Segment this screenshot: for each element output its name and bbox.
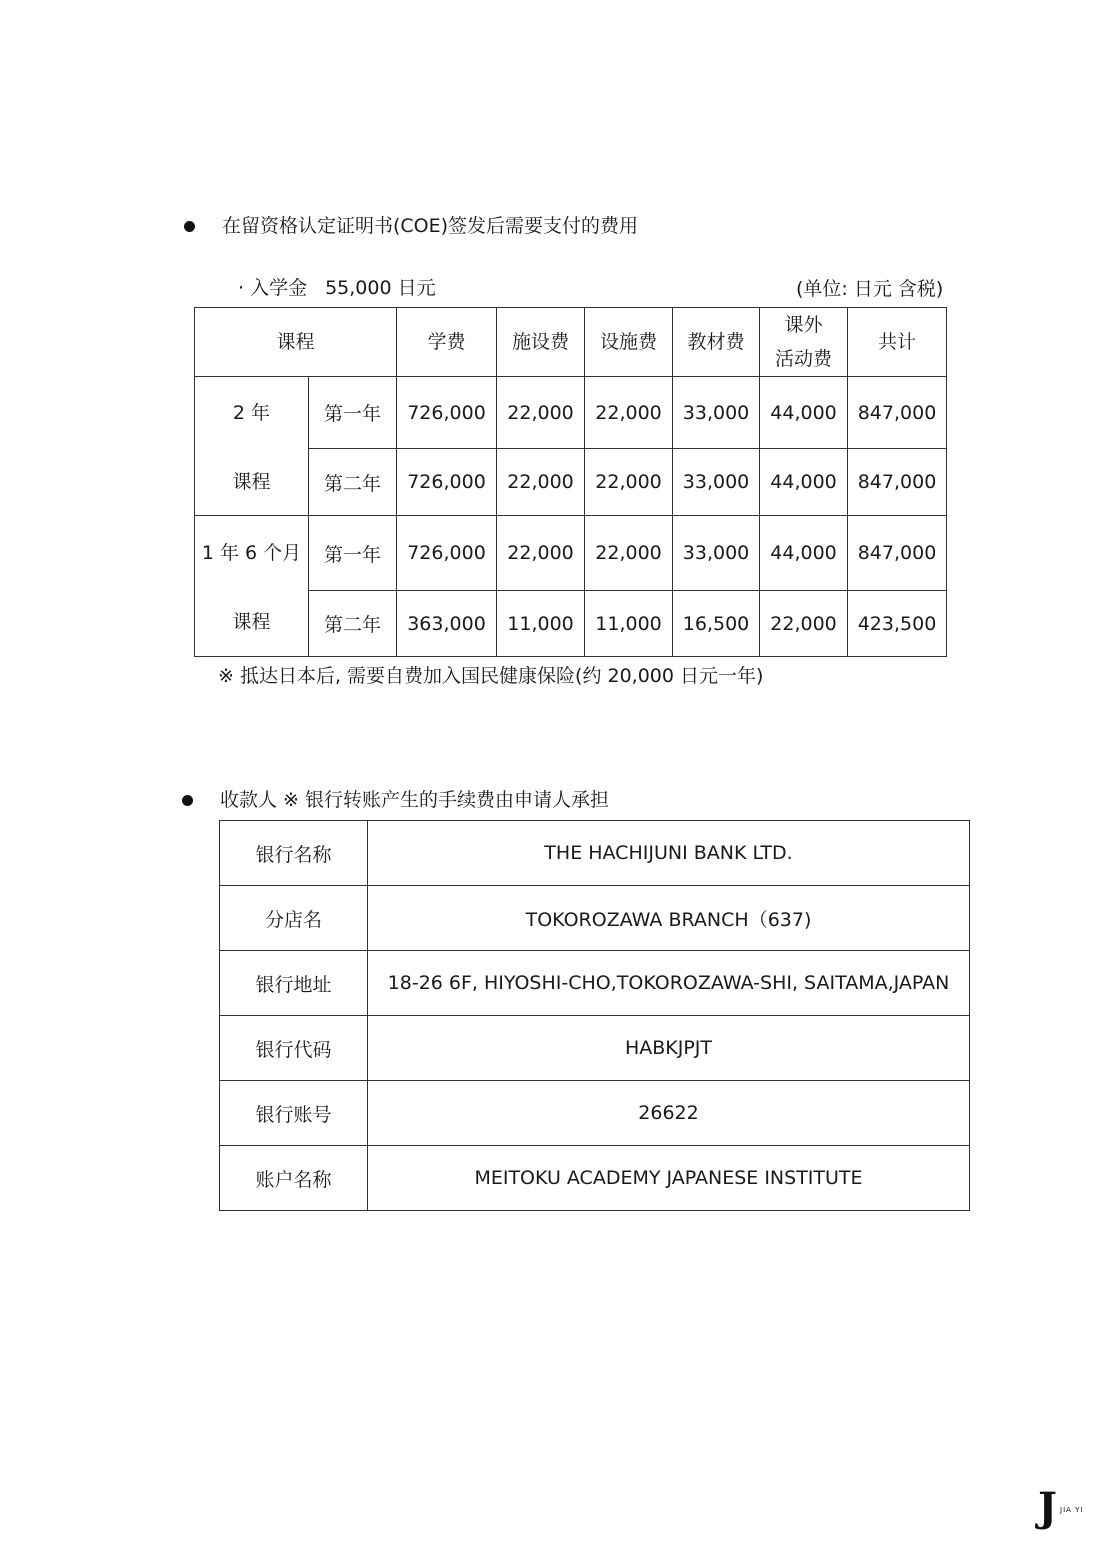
total-cell: 423,500 [848,591,947,657]
bank-code-key: 银行代码 [220,1016,368,1081]
bank-name-key: 银行名称 [220,821,368,886]
materials-cell: 33,000 [673,449,760,516]
logo-mark: J [1038,1484,1057,1531]
tuition-cell: 363,000 [397,591,497,657]
course-name-2yr [195,377,309,516]
table-row [220,821,970,886]
year-cell: 第一年 [309,377,397,449]
year-cell: 第二年 [309,591,397,657]
total-cell: 847,000 [848,449,947,516]
header-activities-line2: 活动费 [775,348,833,370]
facility1-cell: 22,000 [497,449,585,516]
course-name-top: 1 年 6 个月 [201,541,302,564]
bank-address-value: 18-26 6F, HIYOSHI-CHO,TOKOROZAWA-SHI, SAITAMA,JAPAN [368,951,970,1016]
branch-name-key: 分店名 [220,886,368,951]
facility2-cell: 22,000 [585,377,673,449]
jiayi-logo [1036,1486,1088,1532]
admission-fee-label: · 入学金 [238,277,308,299]
facility1-cell: 22,000 [497,516,585,591]
fee-table [194,307,947,657]
unit-note: (单位: 日元 含税) [796,278,944,300]
payee-section-heading [220,788,609,812]
activities-cell: 44,000 [760,449,848,516]
bank-name-value: THE HACHIJUNI BANK LTD. [368,821,970,886]
facility2-cell: 22,000 [585,449,673,516]
fee-table-header [195,308,947,377]
facility1-cell: 22,000 [497,377,585,449]
account-number-key: 银行账号 [220,1081,368,1146]
branch-name-value: TOKOROZAWA BRANCH（637) [368,886,970,951]
tuition-cell: 726,000 [397,516,497,591]
materials-cell: 33,000 [673,377,760,449]
course-name-bottom: 课程 [232,611,271,634]
account-name-value: MEITOKU ACADEMY JAPANESE INSTITUTE [368,1146,970,1211]
total-cell: 847,000 [848,377,947,449]
facility1-cell: 11,000 [497,591,585,657]
header-tuition: 学费 [397,308,497,377]
table-row [220,1081,970,1146]
bank-code-value: HABKJPJT [368,1016,970,1081]
table-row [195,377,947,449]
course-name-18mo [195,516,309,657]
admission-fee-amount: 55,000 日元 [325,277,436,299]
activities-cell: 44,000 [760,516,848,591]
table-row [220,1146,970,1211]
fees-heading-text: 在留资格认定证明书(COE)签发后需要支付的费用 [222,215,639,237]
header-activities [760,308,848,377]
year-cell: 第一年 [309,516,397,591]
facility2-cell: 22,000 [585,516,673,591]
tuition-cell: 726,000 [397,377,497,449]
course-name-top: 2 年 [232,402,271,425]
header-facility2: 设施费 [585,308,673,377]
activities-cell: 22,000 [760,591,848,657]
materials-cell: 16,500 [673,591,760,657]
total-cell: 847,000 [848,516,947,591]
tuition-cell: 726,000 [397,449,497,516]
header-course: 课程 [195,308,397,377]
year-cell: 第二年 [309,449,397,516]
activities-cell: 44,000 [760,377,848,449]
admission-fee-line [238,276,436,300]
course-name-bottom: 课程 [232,470,271,493]
table-row [195,516,947,591]
header-total: 共计 [848,308,947,377]
facility2-cell: 11,000 [585,591,673,657]
payee-heading-text: 收款人 ※ 银行转账产生的手续费由申请人承担 [220,789,610,811]
header-materials: 教材费 [673,308,760,377]
fees-section-heading [222,214,638,238]
insurance-note: ※ 抵达日本后, 需要自费加入国民健康保险(约 20,000 日元一年) [218,665,764,687]
materials-cell: 33,000 [673,516,760,591]
account-name-key: 账户名称 [220,1146,368,1211]
logo-subtext: JIA YI [1060,1506,1084,1514]
header-activities-line1: 课外 [784,314,823,336]
account-number-value: 26622 [368,1081,970,1146]
header-facility1: 施设费 [497,308,585,377]
table-row [220,1016,970,1081]
bank-address-key: 银行地址 [220,951,368,1016]
bullet-icon [182,795,193,806]
bullet-icon [184,221,195,232]
bank-info-table [219,820,970,1211]
table-row [220,886,970,951]
table-row [220,951,970,1016]
